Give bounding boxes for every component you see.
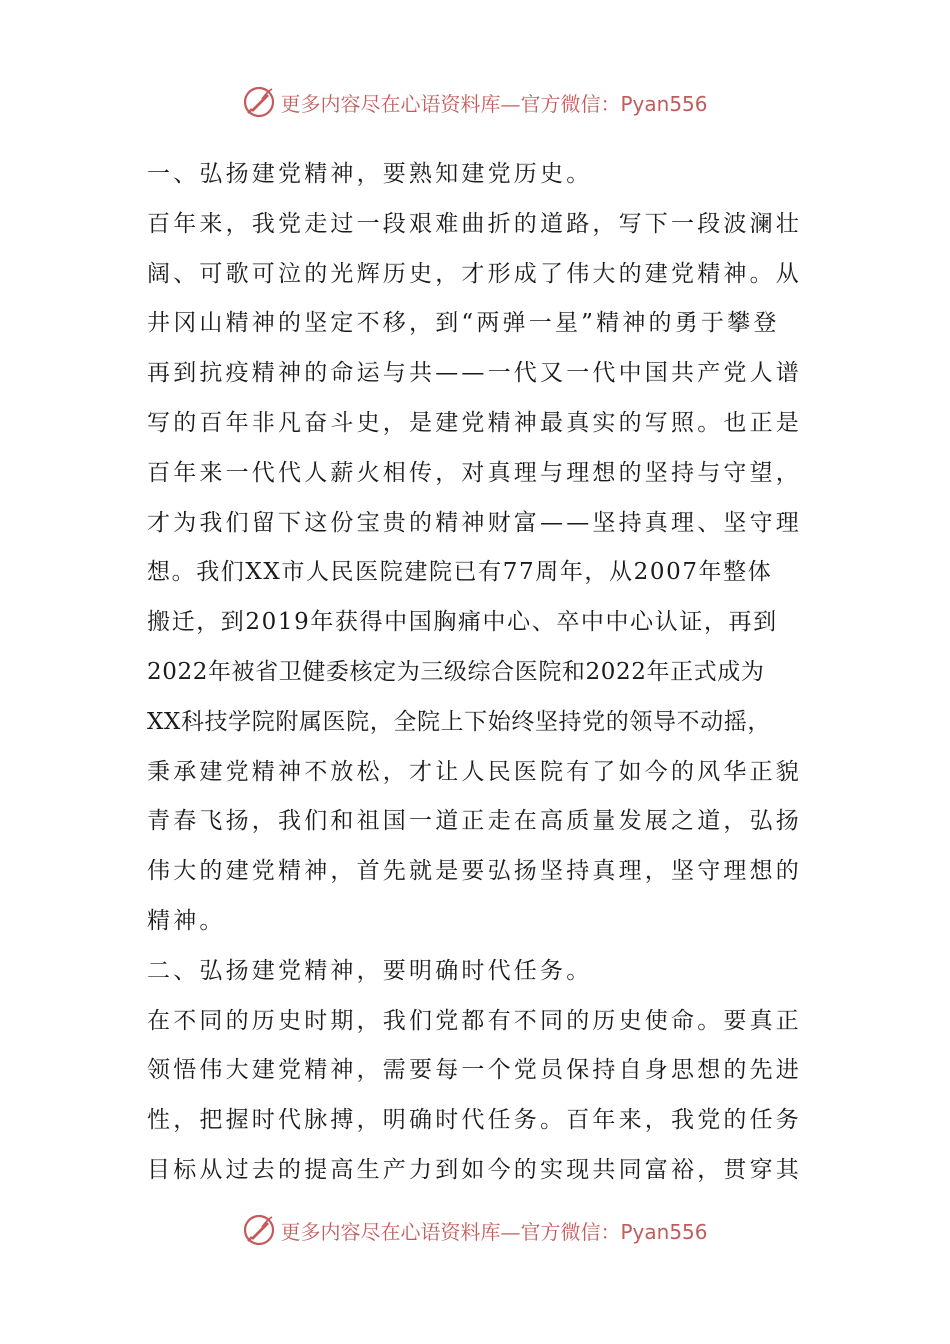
footer-banner <box>0 1210 950 1250</box>
header-banner <box>0 82 950 122</box>
paragraph-line: 想。我们XX市人民医院建院已有77周年，从2007年整体 <box>147 559 773 586</box>
heading-section-2: 二、弘扬建党精神，要明确时代任务。 <box>147 957 593 984</box>
header-banner-text: 更多内容尽在心语资料库—官方微信：Pyan556 <box>280 91 708 116</box>
paragraph-line: 伟大的建党精神，首先就是要弘扬坚持真理，坚守理想的 <box>147 858 802 885</box>
paragraph-line: 性，把握时代脉搏，明确时代任务。百年来，我党的任务 <box>147 1107 802 1134</box>
paragraph-line: 再到抗疫精神的命运与共——一代又一代中国共产党人谱 <box>147 360 802 387</box>
paragraph-line: 秉承建党精神不放松，才让人民医院有了如今的风华正貌 <box>147 758 802 785</box>
paragraph-line: XX科技学院附属医院，全院上下始终坚持党的领导不动摇， <box>147 708 771 735</box>
paragraph-line: 百年来一代代人薪火相传，对真理与理想的坚持与守望， <box>147 459 802 486</box>
paragraph-line: 精神。 <box>147 907 226 934</box>
document-body <box>147 150 809 1196</box>
header-wechat-id: Pyan556 <box>620 91 708 116</box>
heading-section-1: 一、弘扬建党精神，要熟知建党历史。 <box>147 161 593 187</box>
paragraph-line: 领悟伟大建党精神，需要每一个党员保持自身思想的先进 <box>147 1057 802 1084</box>
paragraph-line: 2022年被省卫健委核定为三级综合医院和2022年正式成为 <box>147 658 765 685</box>
footer-wechat-id: Pyan556 <box>620 1219 708 1244</box>
paragraph-line: 青春飞扬，我们和祖国一道正走在高质量发展之道，弘扬 <box>147 808 802 835</box>
footer-banner-text: 更多内容尽在心语资料库—官方微信：Pyan556 <box>280 1219 708 1244</box>
paragraph-line: 才为我们留下这份宝贵的精神财富——坚持真理、坚守理 <box>147 509 802 536</box>
paragraph-line: 百年来，我党走过一段艰难曲折的道路，写下一段波澜壮 <box>147 210 802 237</box>
paragraph-line: 写的百年非凡奋斗史，是建党精神最真实的写照。也正是 <box>147 409 802 436</box>
paragraph-line: 搬迁，到2019年获得中国胸痛中心、卒中中心认证，再到 <box>147 609 778 636</box>
quill-logo-icon <box>242 1213 276 1247</box>
paragraph-line: 阔、可歌可泣的光辉历史，才形成了伟大的建党精神。从 <box>147 260 802 287</box>
paragraph-line: 在不同的历史时期，我们党都有不同的历史使命。要真正 <box>147 1007 802 1034</box>
paragraph-line: 目标从过去的提高生产力到如今的实现共同富裕，贯穿其 <box>147 1156 802 1183</box>
quill-logo-icon <box>242 85 276 119</box>
paragraph-line: 井冈山精神的坚定不移，到“两弹一星”精神的勇于攀登 <box>147 310 780 337</box>
